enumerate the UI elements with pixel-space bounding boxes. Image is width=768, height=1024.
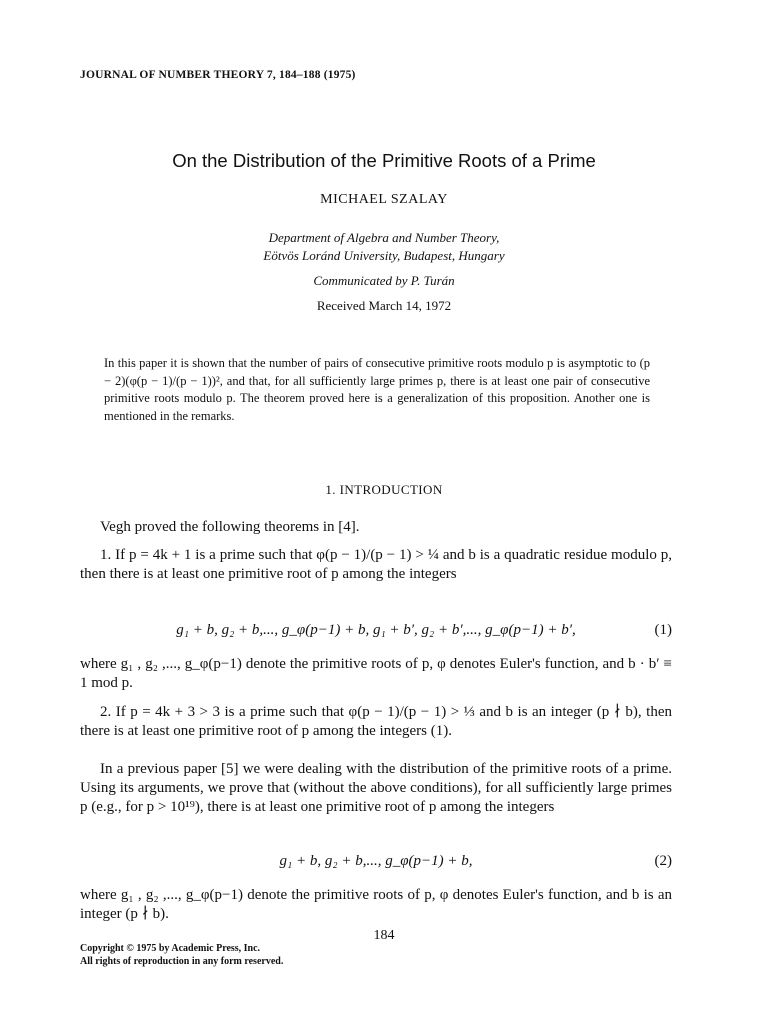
journal-header <box>80 69 356 81</box>
equation-2 <box>80 853 672 873</box>
equation-1-number: (1) <box>654 622 672 638</box>
page-number: 184 <box>373 928 395 943</box>
paragraph-6: where g₁ , g₂ ,..., g_φ(p−1) denote the primitive roots of p, φ denotes Euler's function, and b is an integer (p ∤ b). <box>80 887 672 923</box>
copyright-line-1: Copyright © 1975 by Academic Press, Inc. <box>80 943 261 954</box>
copyright-line-2: All rights of reproduction in any form reserved. <box>80 956 284 967</box>
equation-2-number: (2) <box>654 853 672 869</box>
affiliation-line-1: Department of Algebra and Number Theory, <box>268 230 500 245</box>
journal-header-text: JOURNAL OF NUMBER THEORY 7, 184–188 (1975) <box>80 69 356 81</box>
communicated-by: Communicated by P. Turán <box>313 273 455 288</box>
affiliation-line-2: Eötvös Loránd University, Budapest, Hungary <box>263 248 505 263</box>
received-date: Received March 14, 1972 <box>316 298 452 313</box>
equation-2-body: g₁ + b, g₂ + b,..., g_φ(p−1) + b, <box>279 853 473 869</box>
equation-1-body: g₁ + b, g₂ + b,..., g_φ(p−1) + b, g₁ + b′, g₂ + b′,..., g_φ(p−1) + b′, <box>176 622 576 638</box>
abstract: In this paper it is shown that the number of pairs of consecutive primitive roots modulo p is asymptotic to (p − 2)(φ(p − 1)/(p − 1))², and that, for all sufficiently large primes p, there is at least one pair of consecutive primitive roots modulo p. The theorem proved here is a generalization of this proposition. Another one is mentioned in the remarks. <box>104 356 650 423</box>
copyright-notice <box>80 942 283 968</box>
equation-1 <box>80 622 672 642</box>
paragraph-2: 1. If p = 4k + 1 is a prime such that φ(p − 1)/(p − 1) > ¼ and b is a quadratic residue modulo p, then there is at least one primitive root of p among the integers <box>80 547 672 583</box>
paragraph-1: Vegh proved the following theorems in [4]. <box>100 519 360 535</box>
paper-title: On the Distribution of the Primitive Roots of a Prime <box>172 150 596 171</box>
paragraph-3: where g₁ , g₂ ,..., g_φ(p−1) denote the primitive roots of p, φ denotes Euler's function, and b · b′ ≡ 1 mod p. <box>80 656 672 692</box>
paragraph-5: In a previous paper [5] we were dealing with the distribution of the primitive roots of a prime. Using its arguments, we prove that (without the above conditions), for all sufficiently large primes p (e.g., for p > 10¹⁹), there is at least one primitive root of p among the integers <box>80 761 672 816</box>
section-heading: 1. INTRODUCTION <box>325 482 443 497</box>
paragraph-4: 2. If p = 4k + 3 > 3 is a prime such that φ(p − 1)/(p − 1) > ⅓ and b is an integer (p ∤ b), then there is at least one primitive root of p among the integers (1). <box>80 704 672 740</box>
author-name: MICHAEL SZALAY <box>320 192 448 207</box>
